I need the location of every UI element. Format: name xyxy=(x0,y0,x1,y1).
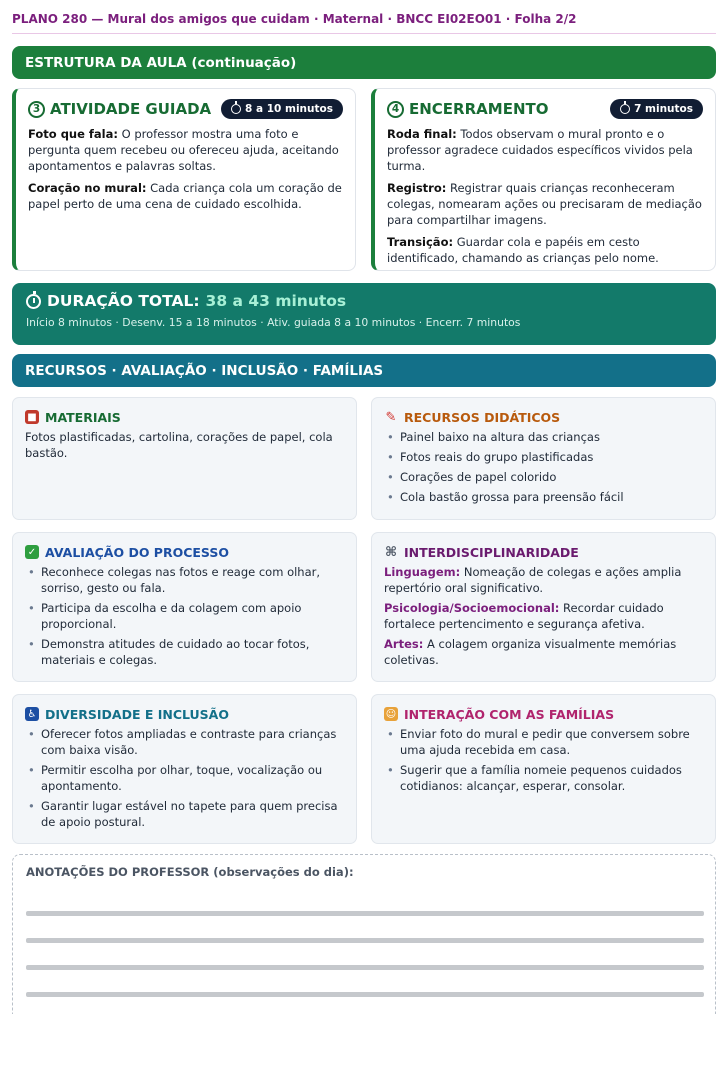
interdisciplinary-item: Artes: A colagem organiza visualmente memórias coletivas. xyxy=(384,637,677,667)
family-icon: ☺ xyxy=(385,708,397,720)
list-item: • Sugerir que a família nomeie pequenos cuidados cotidianos: alcançar, esperar, consolar. xyxy=(384,762,703,794)
note-line[interactable] xyxy=(26,938,704,943)
list-item: • Cola bastão grossa para preensão fácil xyxy=(384,489,703,505)
card-title-text: ENCERRAMENTO xyxy=(409,100,549,118)
list-item: • Demonstra atitudes de cuidado ao tocar fotos, materiais e colegas. xyxy=(25,636,344,668)
card-title-text: ATIVIDADE GUIADA xyxy=(50,100,212,118)
duration-value: 38 a 43 minutos xyxy=(205,292,347,310)
activity-item: Roda final: Todos observam o mural pronto e o professor agradece cuidados específicos vividos pela turma. xyxy=(387,127,693,173)
interdisciplinary-box xyxy=(371,532,716,682)
time-badge-text: 8 a 10 minutos xyxy=(245,103,333,115)
stopwatch-icon xyxy=(26,294,41,309)
structure-banner: ESTRUTURA DA AULA (continuação) xyxy=(12,46,716,79)
pushpin-icon: ✎ xyxy=(385,409,397,425)
card-title xyxy=(28,100,211,118)
time-badge xyxy=(610,99,703,119)
box-title: DIVERSIDADE E INCLUSÃO xyxy=(45,706,229,722)
didactic-resources-box xyxy=(371,397,716,520)
list-item: • Corações de papel colorido xyxy=(384,469,703,485)
card-title xyxy=(387,100,548,118)
activity-item: Registro: Registrar quais crianças reconheceram colegas, nomearam ações ou precisaram de mediação para compartilhar imagens. xyxy=(387,181,702,227)
accessibility-icon: ♿ xyxy=(25,707,39,721)
interdisciplinary-item: Psicologia/Socioemocional: Recordar cuidado fortalece pertencimento e segurança afetiva. xyxy=(384,601,664,631)
diversity-box xyxy=(12,694,357,844)
box-title: MATERIAIS xyxy=(45,409,121,425)
time-badge xyxy=(221,99,343,119)
note-line[interactable] xyxy=(26,965,704,970)
teacher-notes-area[interactable] xyxy=(12,854,716,1014)
toolbox-icon: ■ xyxy=(25,410,39,424)
list-item: • Participa da escolha e da colagem com apoio proporcional. xyxy=(25,600,344,632)
activity-card-guided xyxy=(12,88,356,271)
page-header: PLANO 280 — Mural dos amigos que cuidam · Maternal · BNCC EI02EO01 · Folha 2/2 xyxy=(12,10,716,34)
stopwatch-icon xyxy=(620,104,630,114)
note-line[interactable] xyxy=(26,911,704,916)
box-title: INTERAÇÃO COM AS FAMÍLIAS xyxy=(404,706,615,722)
step-number-icon: 4 xyxy=(387,101,404,118)
stopwatch-icon xyxy=(231,104,241,114)
evaluation-box xyxy=(12,532,357,682)
list-item: • Oferecer fotos ampliadas e contraste para crianças com baixa visão. xyxy=(25,726,344,758)
list-item: • Fotos reais do grupo plastificadas xyxy=(384,449,703,465)
families-box xyxy=(371,694,716,844)
materials-box xyxy=(12,397,357,520)
list-item: • Permitir escolha por olhar, toque, vocalização ou apontamento. xyxy=(25,762,344,794)
activity-item: Foto que fala: O professor mostra uma foto e pergunta quem recebeu ou ofereceu ajuda, aceitando apontamentos e palavras soltas. xyxy=(28,127,339,173)
check-icon: ✓ xyxy=(25,545,39,559)
note-line[interactable] xyxy=(26,992,704,997)
paperclip-icon: ⌘ xyxy=(384,544,398,560)
list-item: • Enviar foto do mural e pedir que conversem sobre uma ajuda recebida em casa. xyxy=(384,726,703,758)
list-item: • Garantir lugar estável no tapete para quem precisa de apoio postural. xyxy=(25,798,344,830)
list-item: • Reconhece colegas nas fotos e reage com olhar, sorriso, gesto ou fala. xyxy=(25,564,344,596)
step-number-icon: 3 xyxy=(28,101,45,118)
box-title: AVALIAÇÃO DO PROCESSO xyxy=(45,544,229,560)
box-title: INTERDISCIPLINARIDADE xyxy=(404,544,579,560)
notes-title: ANOTAÇÕES DO PROFESSOR (observações do dia): xyxy=(26,865,354,879)
duration-breakdown: Início 8 minutos · Desenv. 15 a 18 minutos · Ativ. guiada 8 a 10 minutos · Encerr. 7 minutos xyxy=(26,316,521,329)
materials-text: Fotos plastificadas, cartolina, corações de papel, cola bastão. xyxy=(25,430,333,460)
box-title: RECURSOS DIDÁTICOS xyxy=(404,409,561,425)
resources-banner: RECURSOS · AVALIAÇÃO · INCLUSÃO · FAMÍLIAS xyxy=(12,354,716,387)
list-item: • Painel baixo na altura das crianças xyxy=(384,429,703,445)
activity-item: Coração no mural: Cada criança cola um coração de papel perto de uma cena de cuidado escolhida. xyxy=(28,181,342,211)
interdisciplinary-item: Linguagem: Nomeação de colegas e ações amplia repertório oral significativo. xyxy=(384,565,682,595)
time-badge-text: 7 minutos xyxy=(634,103,693,115)
duration-label: DURAÇÃO TOTAL: xyxy=(47,292,200,310)
total-duration-panel xyxy=(12,283,716,345)
activity-card-closing xyxy=(371,88,716,271)
activity-item: Transição: Guardar cola e papéis em cesto identificado, chamando as crianças pelo nome. xyxy=(387,235,659,265)
